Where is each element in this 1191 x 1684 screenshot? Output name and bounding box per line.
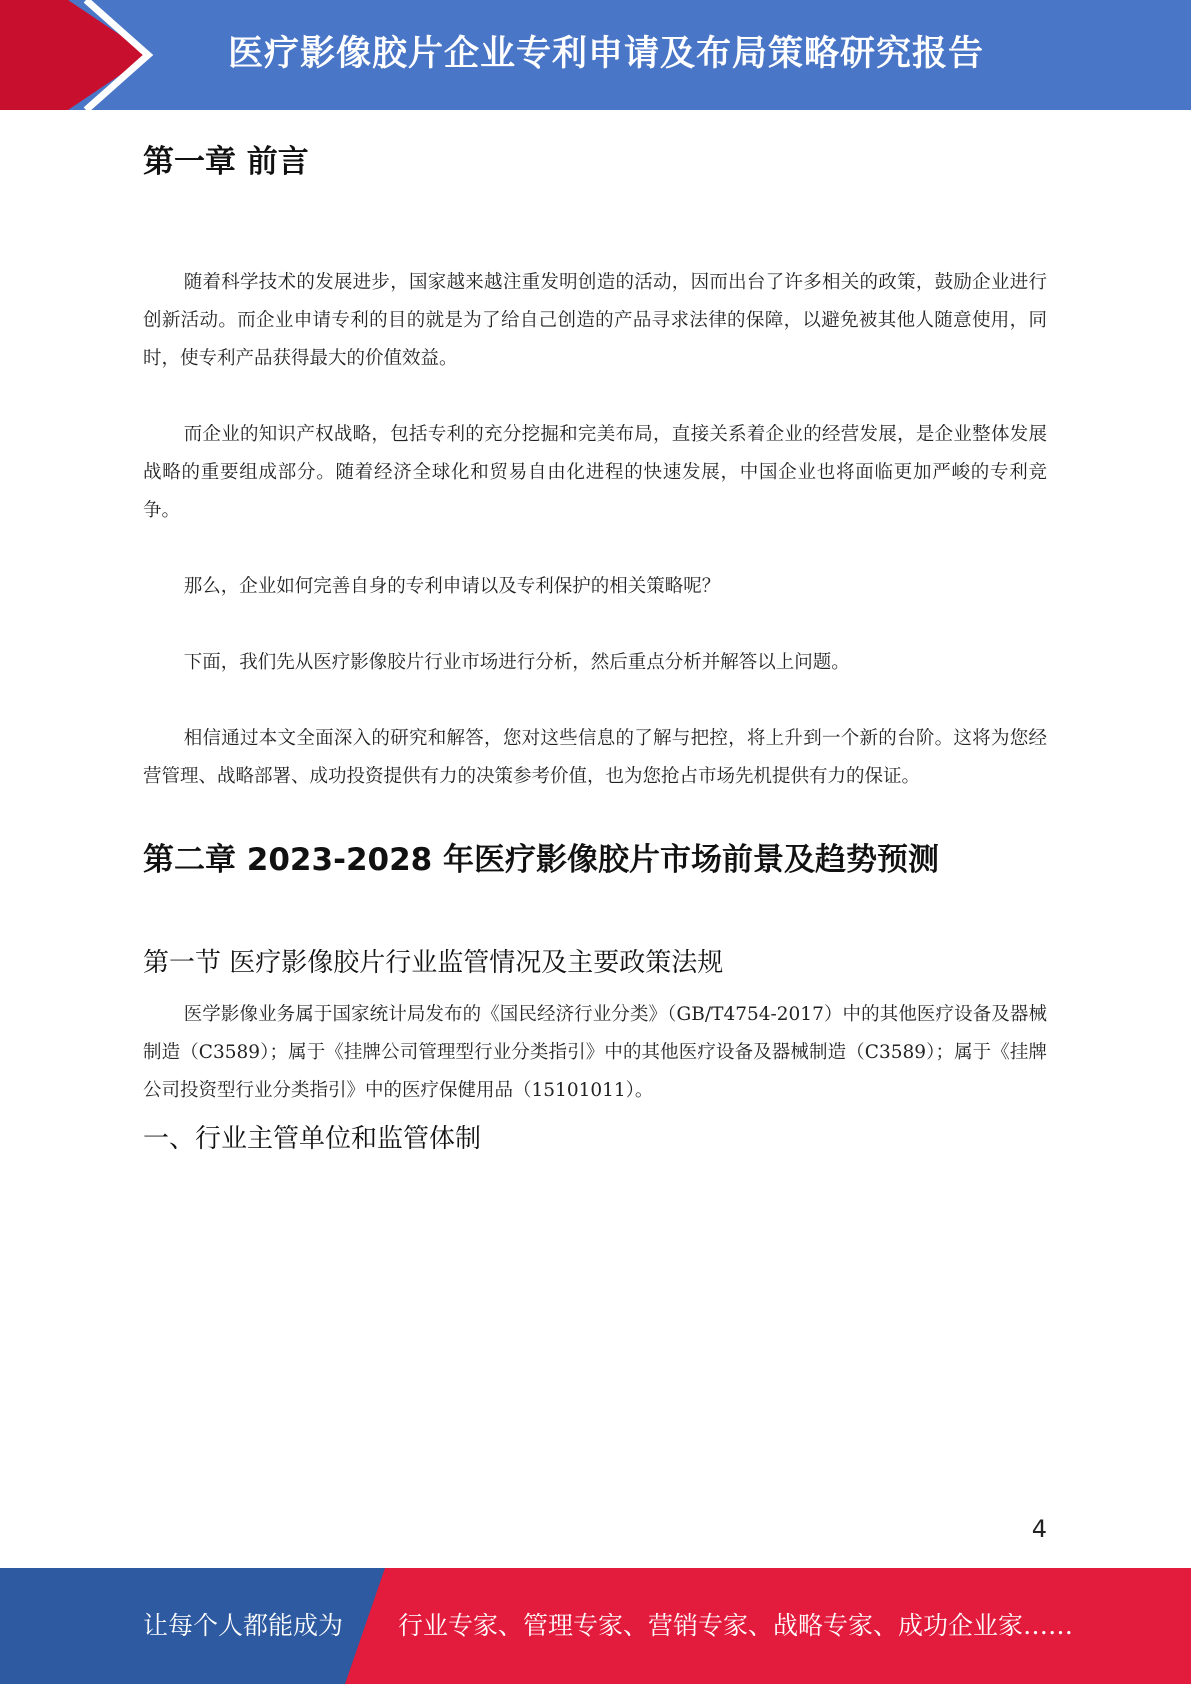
- header-banner: [0, 0, 1191, 110]
- footer-banner: [0, 1568, 1191, 1684]
- subheading-regulatory-bodies: 一、行业主管单位和监管体制: [143, 1124, 482, 1154]
- chapter-2-heading: 第二章 2023-2028 年医疗影像胶片市场前景及趋势预测: [143, 842, 940, 878]
- report-title: 医疗影像胶片企业专利申请及布局策略研究报告: [228, 34, 985, 74]
- footer-slogan-left: 让每个人都能成为: [143, 1611, 344, 1640]
- chapter-1-heading: 第一章 前言: [143, 144, 309, 180]
- document-body: [143, 132, 1047, 1164]
- chapter-1-paragraph: 相信通过本文全面深入的研究和解答，您对这些信息的了解与把控，将上升到一个新的台阶。这将为您经营管理、战略部署、成功投资提供有力的决策参考价值，也为您抢占市场先机提供有力的保证。: [143, 728, 1047, 787]
- chapter-1-paragraph: 而企业的知识产权战略，包括专利的充分挖掘和完美布局，直接关系着企业的经营发展，是企业整体发展战略的重要组成部分。随着经济全球化和贸易自由化进程的快速发展，中国企业也将面临更加严峻的专利竞争。: [143, 424, 1047, 521]
- chapter-1-paragraph: 那么，企业如何完善自身的专利申请以及专利保护的相关策略呢？: [183, 576, 721, 597]
- section-1-paragraph: 医学影像业务属于国家统计局发布的《国民经济行业分类》（GB/T4754-2017）中的其他医疗设备及器械制造（C3589）；属于《挂牌公司管理型行业分类指引》中的其他医疗设备及器械制造（C3589）；属于《挂牌公司投资型行业分类指引》中的医疗保健用品（15101011）。: [143, 1004, 1047, 1101]
- section-1-heading: 第一节 医疗影像胶片行业监管情况及主要政策法规: [143, 948, 724, 978]
- footer-slogan-right: 行业专家、管理专家、营销专家、战略专家、成功企业家……: [398, 1611, 1074, 1640]
- chapter-1-paragraph: 随着科学技术的发展进步，国家越来越注重发明创造的活动，因而出台了许多相关的政策，鼓励企业进行创新活动。而企业申请专利的目的就是为了给自己创造的产品寻求法律的保障，以避免被其他人随意使用，同时，使专利产品获得最大的价值效益。: [143, 272, 1047, 369]
- page-number: 4: [1031, 1515, 1047, 1543]
- header-arrow-decoration: [0, 0, 260, 110]
- chapter-1-paragraph: 下面，我们先从医疗影像胶片行业市场进行分析，然后重点分析并解答以上问题。: [183, 652, 850, 673]
